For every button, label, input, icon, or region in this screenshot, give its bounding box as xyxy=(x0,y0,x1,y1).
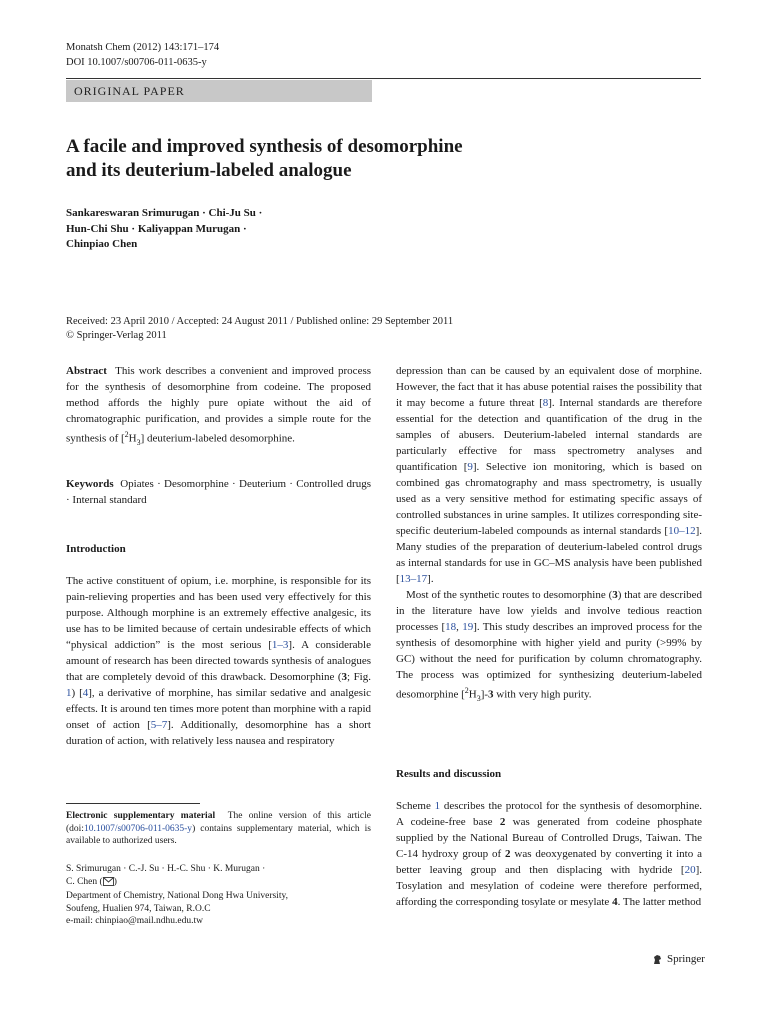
compound-3: 3 xyxy=(341,671,348,683)
abstract-sub: 3 xyxy=(136,437,141,447)
affiliation-line-4: Soufeng, Hualien 974, Taiwan, R.O.C xyxy=(66,903,211,914)
right-p2-b: ) that are described in the literature have low yields and involve tedious reaction processes [ xyxy=(396,589,703,633)
affiliation-email: e-mail: chinpiao@mail.ndhu.edu.tw xyxy=(66,916,203,926)
abstract xyxy=(66,363,371,451)
right-text-d: ]. Many studies of the preparation of deuterium-labeled control drugs as internal standards for use in GC–MS analysis have been published [ xyxy=(396,525,702,585)
ref-link-9[interactable]: 9 xyxy=(467,461,473,473)
results-paragraph xyxy=(396,798,702,910)
publication-dates xyxy=(66,315,453,343)
right-p2-e: ]- xyxy=(480,688,489,701)
springer-horse-icon xyxy=(652,954,663,965)
right-p2-d: ]. This study describes an improved process for the synthesis of desomorphine with higher yield and purity (>99% by GC) without the need for purification by column chromatography. The process was optimized for synthesizing deuterium-labeled desomorphine [ xyxy=(396,621,702,701)
esm-doi-link[interactable]: 10.1007/s00706-011-0635-y xyxy=(83,823,193,834)
results-text-c: was generated from codeine phosphate supplied by the National Bureau of Controlled Drugs, Taiwan. The C-14 hydroxy group of xyxy=(396,816,703,860)
esm-text-a: The online version of this article (doi: xyxy=(66,811,372,834)
ref-link-5-7[interactable]: 5–7 xyxy=(150,719,168,731)
author-list xyxy=(66,206,396,253)
keywords-text: Opiates · Desomorphine · Deuterium · Controlled drugs · Internal standard xyxy=(66,478,372,506)
esm-label: Electronic supplementary material xyxy=(66,811,216,821)
abstract-label: Abstract xyxy=(66,365,107,377)
compound-3-right: 3 xyxy=(612,589,618,601)
intro-text-b: ]. A considerable amount of research has been directed towards synthesis of analogues that are completely devoid of this drawback. Desomorphine ( xyxy=(66,639,371,683)
right-column-paragraph-1 xyxy=(396,363,702,707)
ref-link-13-17[interactable]: 13–17 xyxy=(399,573,428,585)
ref-link-18[interactable]: 18 xyxy=(445,621,457,633)
journal-citation: Monatsh Chem (2012) 143:171–174 xyxy=(66,42,220,53)
abstract-text-c: ] deuterium-labeled desomorphine. xyxy=(140,432,295,445)
ref-link-8[interactable]: 8 xyxy=(542,397,549,409)
dates-line: Received: 23 April 2010 / Accepted: 24 August 2011 / Published online: 29 September 2011 xyxy=(66,316,454,327)
results-heading: Results and discussion xyxy=(396,768,502,780)
ref-link-20[interactable]: 20 xyxy=(684,864,696,876)
results-text-f: . The latter method xyxy=(617,896,702,908)
ref-link-1-3[interactable]: 1–3 xyxy=(271,639,289,651)
authors-line-3: Chinpiao Chen xyxy=(66,238,138,250)
compound-3-labeled: 3 xyxy=(488,688,494,701)
paper-title xyxy=(66,135,666,183)
right-p2-f: with very high purity. xyxy=(493,688,592,701)
authors-line-2: Hun-Chi Shu · Kaliyappan Murugan · xyxy=(66,222,247,235)
title-line-1: A facile and improved synthesis of desomorphine xyxy=(66,136,463,157)
compound-2: 2 xyxy=(499,816,506,828)
introduction-heading: Introduction xyxy=(66,543,126,555)
affiliation-line-1: S. Srimurugan · C.-J. Su · H.-C. Shu · K. Murugan · xyxy=(66,864,266,874)
abstract-sup: 2 xyxy=(124,430,129,439)
envelope-icon xyxy=(103,877,114,891)
introduction-paragraph xyxy=(66,573,371,749)
right-text-a: depression than can be caused by an equivalent dose of morphine. However, the fact that it has abuse potential raises the possibility that it may become a future threat [ xyxy=(396,365,702,409)
esm-footnote xyxy=(66,810,371,848)
right-p2-sub: 3 xyxy=(476,693,481,703)
intro-text-e: ], a derivative of morphine, has similar sedative and analgesic effects. It is around ten times more potent than morphine with a rapid onset of action [ xyxy=(66,687,372,731)
publisher-footer xyxy=(652,953,705,965)
intro-text-f: ]. Additionally, desomorphine has a short duration of action, with relatively less nausea and respiratory xyxy=(66,719,371,747)
authors-line-1: Sankareswaran Srimurugan · Chi-Ju Su · xyxy=(66,207,263,219)
fig-link-1[interactable]: 1 xyxy=(66,687,72,699)
keywords-label: Keywords xyxy=(66,478,114,490)
right-text-c: ]. Selective ion monitoring, which is based on combined gas chromatography and mass spectrometry, is usually used as a very sensitive method for estimating specific assays of controlled substances in urine samples. It utilizes corresponding site-specific deuterium-labeled compounds as internal standards [ xyxy=(396,461,702,537)
doi-line: DOI 10.1007/s00706-011-0635-y xyxy=(66,57,207,68)
intro-text-a: The active constituent of opium, i.e. morphine, is responsible for its pain-relieving properties and has been used very effectively for this purpose. Although morphine is an extremely effective analgesic, its use has to be limited because of certain undesirable effects of which “physical addiction” is the most serious [ xyxy=(66,575,371,651)
affiliation-block xyxy=(66,863,371,928)
abstract-text-b: H xyxy=(128,432,137,445)
compound-2b: 2 xyxy=(505,848,511,860)
ref-link-4[interactable]: 4 xyxy=(82,687,89,699)
intro-text-c: ; Fig. xyxy=(347,671,371,683)
right-p2-c: , xyxy=(456,621,463,633)
publisher-name: Springer xyxy=(667,953,705,965)
right-p2-a: Most of the synthetic routes to desomorphine ( xyxy=(406,589,613,601)
copyright-line: © Springer-Verlag 2011 xyxy=(66,330,167,341)
results-text-a: Scheme xyxy=(396,800,435,812)
scheme-link-1[interactable]: 1 xyxy=(434,800,441,812)
abstract-text-a: This work describes a convenient and improved process for the synthesis of desomorphine from codeine. The proposed method affords the highly pure opiate without the aid of chromatographic purification, and provides a simple route for the synthesis of [ xyxy=(66,365,372,445)
paper-type-banner: ORIGINAL PAPER xyxy=(66,80,372,102)
right-p2-sup: 2 xyxy=(464,686,469,695)
footnote-rule xyxy=(66,803,200,804)
affiliation-line-3: Department of Chemistry, National Dong Hwa University, xyxy=(66,891,288,901)
right-p2-h: H xyxy=(468,688,477,701)
affiliation-line-2: C. Chen ( ) xyxy=(66,876,371,891)
compound-4: 4 xyxy=(612,896,618,908)
results-text-d: was deoxygenated by converting it into a better leaving group and then displacing with hydride [ xyxy=(396,848,702,876)
right-text-b: ]. Internal standards are therefore essential for the detection and quantification of the drug in the samples of abusers. Deuterium-labeled internal standards are particularly effective for mass spectrometry analyses and quantification [ xyxy=(396,397,702,473)
intro-text-d: ) [ xyxy=(71,687,83,699)
header-rule xyxy=(66,78,701,79)
title-line-2: and its deuterium-labeled analogue xyxy=(66,160,352,181)
results-text-e: ]. Tosylation and mesylation of codeine were therefore performed, affording the corresponding tosylate or mesylate xyxy=(396,864,702,908)
right-text-e: ]. xyxy=(427,573,434,585)
results-text-b: describes the protocol for the synthesis of desomorphine. A codeine-free base xyxy=(396,800,702,828)
ref-link-10-12[interactable]: 10–12 xyxy=(668,525,696,537)
keywords xyxy=(66,476,371,508)
ref-link-19[interactable]: 19 xyxy=(462,621,474,633)
esm-text-b: ) contains supplementary material, which is available to authorized users. xyxy=(66,823,371,846)
